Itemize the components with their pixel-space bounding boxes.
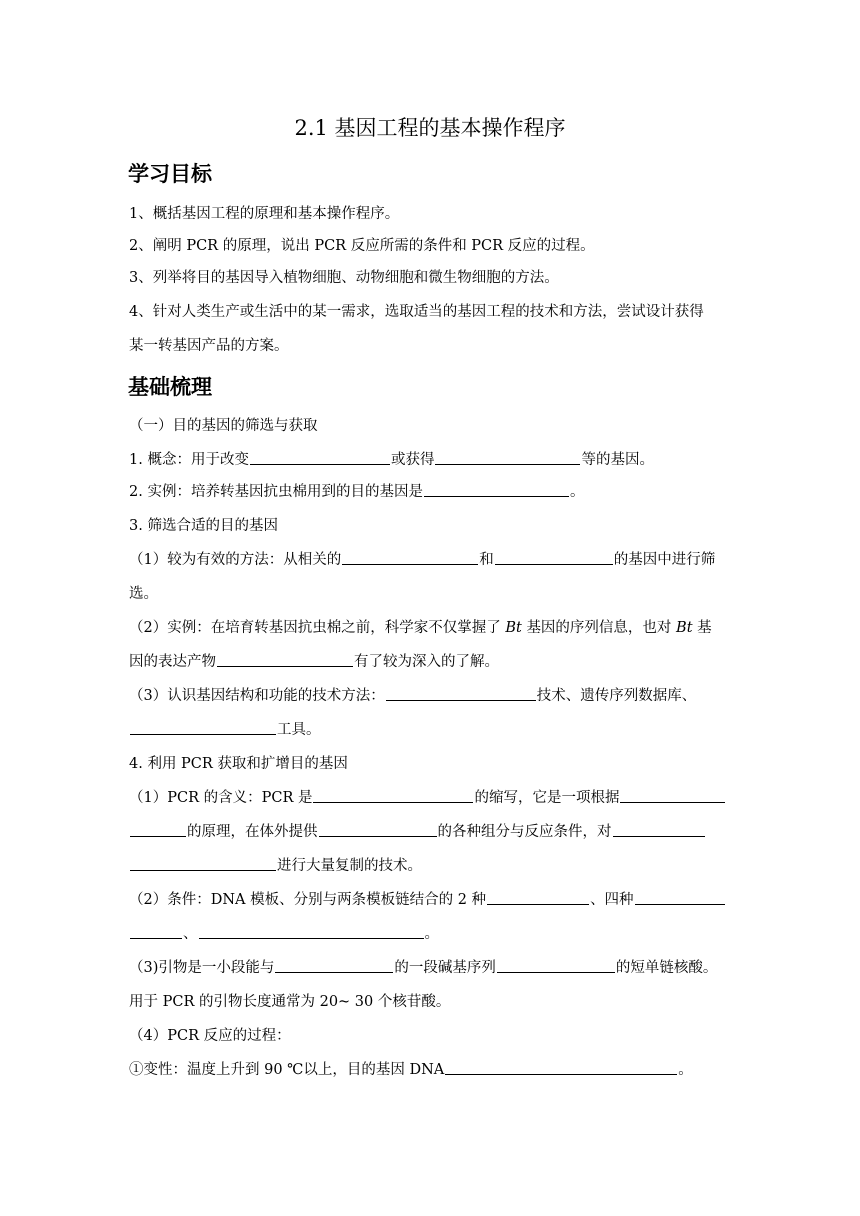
fill-blank[interactable] [435, 450, 580, 465]
objective-item: 1、概括基因工程的原理和基本操作程序。 [129, 206, 400, 222]
text-line: 用于 PCR 的引物长度通常为 20~ 30 个核苷酸。 [129, 994, 451, 1010]
text-line: （1）PCR 的含义：PCR 是 的缩写，它是一项根据 [129, 788, 731, 808]
text-line: （4）PCR 反应的过程： [129, 1028, 291, 1044]
text-line: （1）较为有效的方法：从相关的 和 的基因中进行筛 [129, 552, 716, 568]
fill-blank[interactable] [250, 450, 390, 465]
subsection-heading: （一）目的基因的筛选与获取 [129, 418, 318, 434]
section-heading-basics: 基础梳理 [128, 375, 212, 399]
text-line: （3)引物是一小段能与 的一段碱基序列 的短单链核酸。 [129, 960, 718, 976]
objective-item: 4、针对人类生产或生活中的某一需求，选取适当的基因工程的技术和方法，尝试设计获得 [129, 304, 704, 320]
objective-item: 3、列举将目的基因导入植物细胞、动物细胞和微生物细胞的方法。 [129, 270, 559, 286]
fill-blank[interactable] [275, 958, 393, 973]
text-line: 进行大量复制的技术。 [129, 856, 731, 876]
objective-item: 2、阐明 PCR 的原理，说出 PCR 反应所需的条件和 PCR 反应的过程。 [129, 238, 595, 254]
text-line: 因的表达产物 有了较为深入的了解。 [129, 654, 499, 670]
page-title: 2.1 基因工程的基本操作程序 [294, 116, 566, 140]
fill-blank[interactable] [130, 720, 276, 735]
section-heading-objectives: 学习目标 [128, 162, 212, 186]
fill-blank[interactable] [199, 924, 424, 939]
text-line: ①变性：温度上升到 90 ℃以上，目的基因 DNA 。 [129, 1062, 693, 1078]
text-line: （2）实例：在培育转基因抗虫棉之前，科学家不仅掌握了 Bt 基因的序列信息，也对 Bt 基 [129, 620, 712, 636]
text-line: （2）条件：DNA 模板、分别与两条模板链结合的 2 种 、四种 [129, 890, 731, 910]
fill-blank[interactable] [130, 924, 182, 939]
fill-blank[interactable] [130, 856, 276, 871]
fill-blank[interactable] [620, 788, 725, 803]
fill-blank[interactable] [319, 822, 437, 837]
text-line: 工具。 [129, 720, 731, 740]
fill-blank[interactable] [313, 788, 473, 803]
text-line: 2. 实例：培养转基因抗虫棉用到的目的基因是 。 [129, 484, 585, 500]
text-line: 、 。 [129, 924, 731, 944]
text-line: 选。 [129, 586, 158, 602]
text-line: 的原理，在体外提供 的各种组分与反应条件，对 [129, 822, 731, 842]
fill-blank[interactable] [613, 822, 705, 837]
text-line: 3. 筛选合适的目的基因 [129, 518, 278, 534]
fill-blank[interactable] [445, 1060, 677, 1075]
fill-blank[interactable] [497, 958, 615, 973]
fill-blank[interactable] [495, 550, 613, 565]
text-line: （3）认识基因结构和功能的技术方法： 技术、遗传序列数据库、 [129, 688, 697, 704]
fill-blank[interactable] [424, 482, 569, 497]
fill-blank[interactable] [342, 550, 478, 565]
fill-blank[interactable] [487, 890, 589, 905]
fill-blank[interactable] [130, 822, 186, 837]
objective-item: 某一转基因产品的方案。 [129, 338, 289, 354]
text-line: 1. 概念：用于改变 或获得 等的基因。 [129, 452, 654, 468]
fill-blank[interactable] [386, 686, 536, 701]
fill-blank[interactable] [635, 890, 725, 905]
text-line: 4. 利用 PCR 获取和扩增目的基因 [129, 756, 348, 772]
fill-blank[interactable] [217, 652, 353, 667]
